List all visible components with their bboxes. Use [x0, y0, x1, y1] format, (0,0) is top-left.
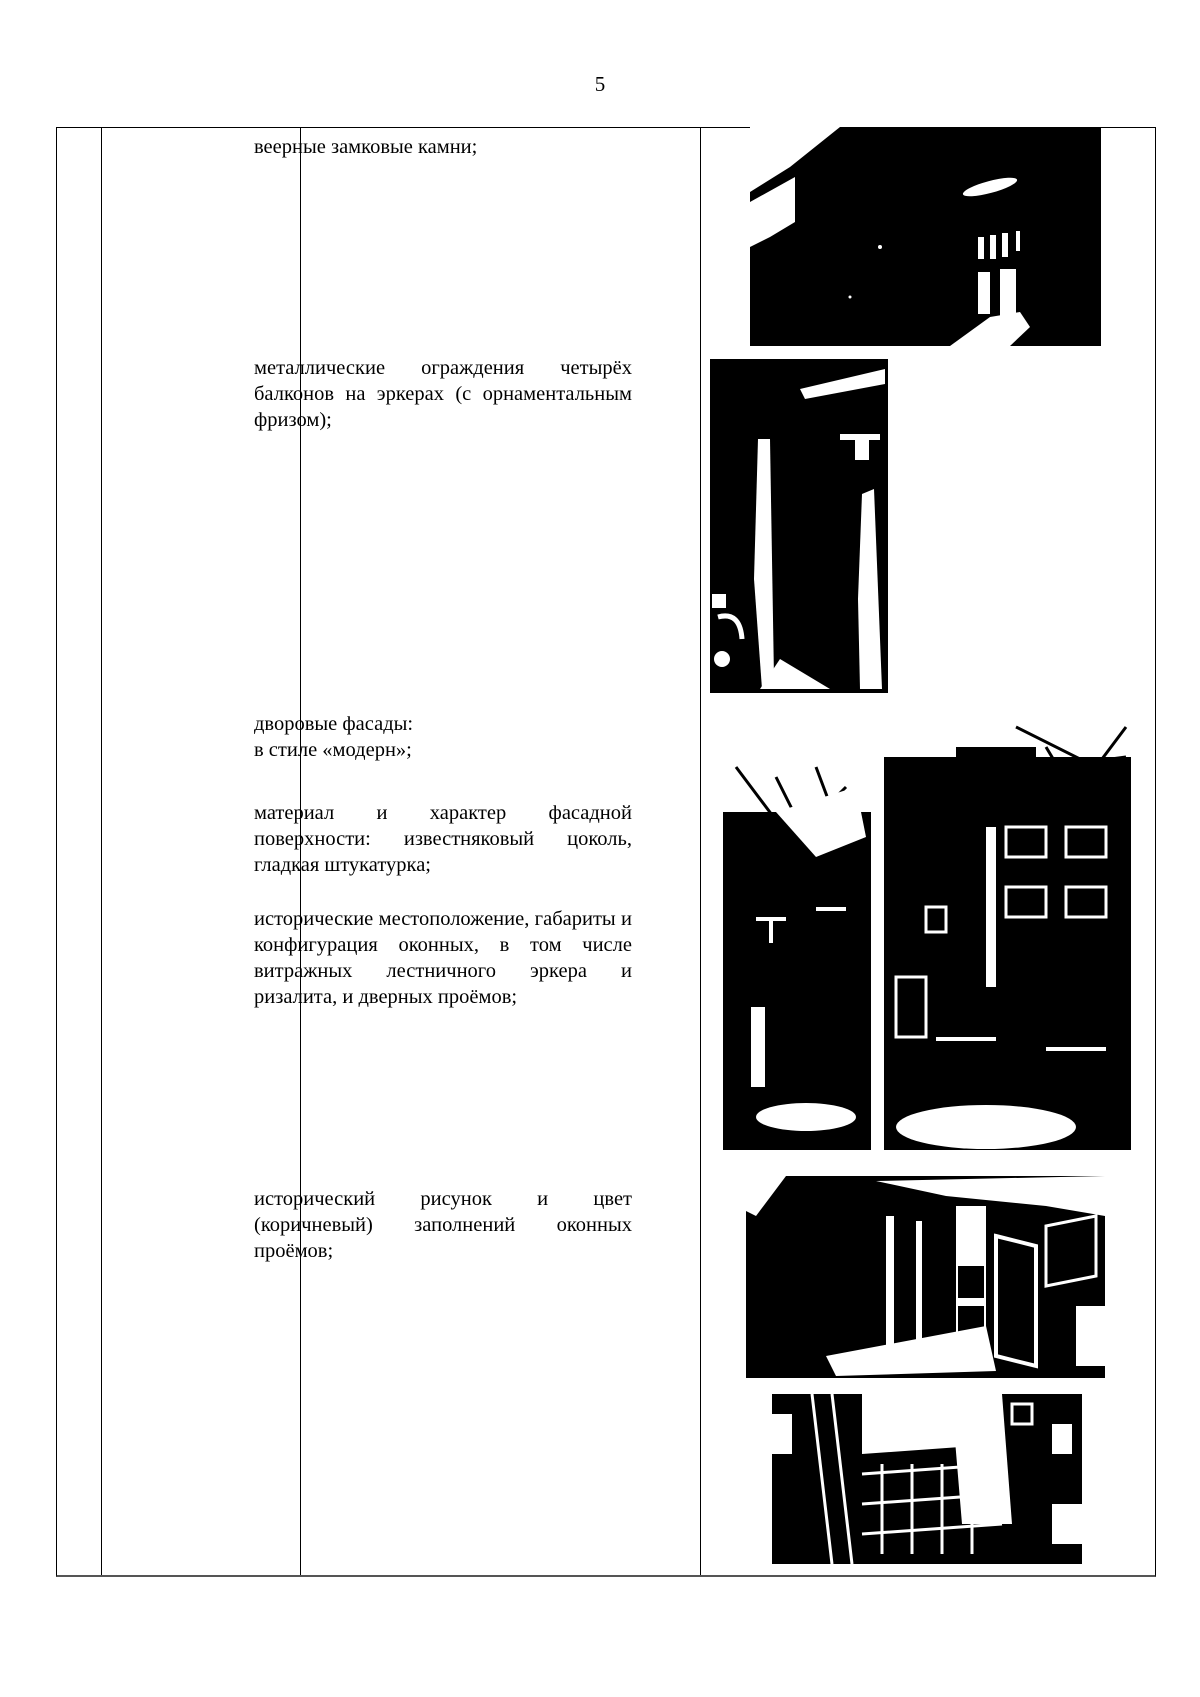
item-facade-material: материал и характер фасадной поверхности: известняковый цоколь, гладкая штукатурка;: [254, 802, 632, 876]
item-keystones: веерные замковые камни;: [254, 136, 478, 158]
item-courtyard-facades: дворовые фасады:: [254, 713, 414, 735]
item-modern-style: в стиле «модерн»;: [254, 739, 412, 761]
courtyard-facade-photo: [716, 707, 1131, 1162]
item-balcony-railings: металлические ограждения четырёх балконов на эркерах (с орнаментальным фризом);: [254, 357, 632, 431]
balcony-railing-photo: [710, 359, 888, 693]
window-fill-photo-1: [746, 1176, 1105, 1378]
column-divider-1: [101, 128, 102, 1575]
page-number: 5: [594, 72, 606, 96]
keystone-photo: [750, 127, 1101, 346]
item-window-openings: исторические местоположение, габариты и конфигурация оконных, в том числе витражных лестничного эркера и ризалита, и дверных проёмов;: [254, 908, 632, 1008]
column-divider-3: [700, 128, 701, 1575]
item-window-fills: исторический рисунок и цвет (коричневый) заполнений оконных проёмов;: [254, 1188, 632, 1262]
window-fill-photo-2: [772, 1394, 1082, 1564]
